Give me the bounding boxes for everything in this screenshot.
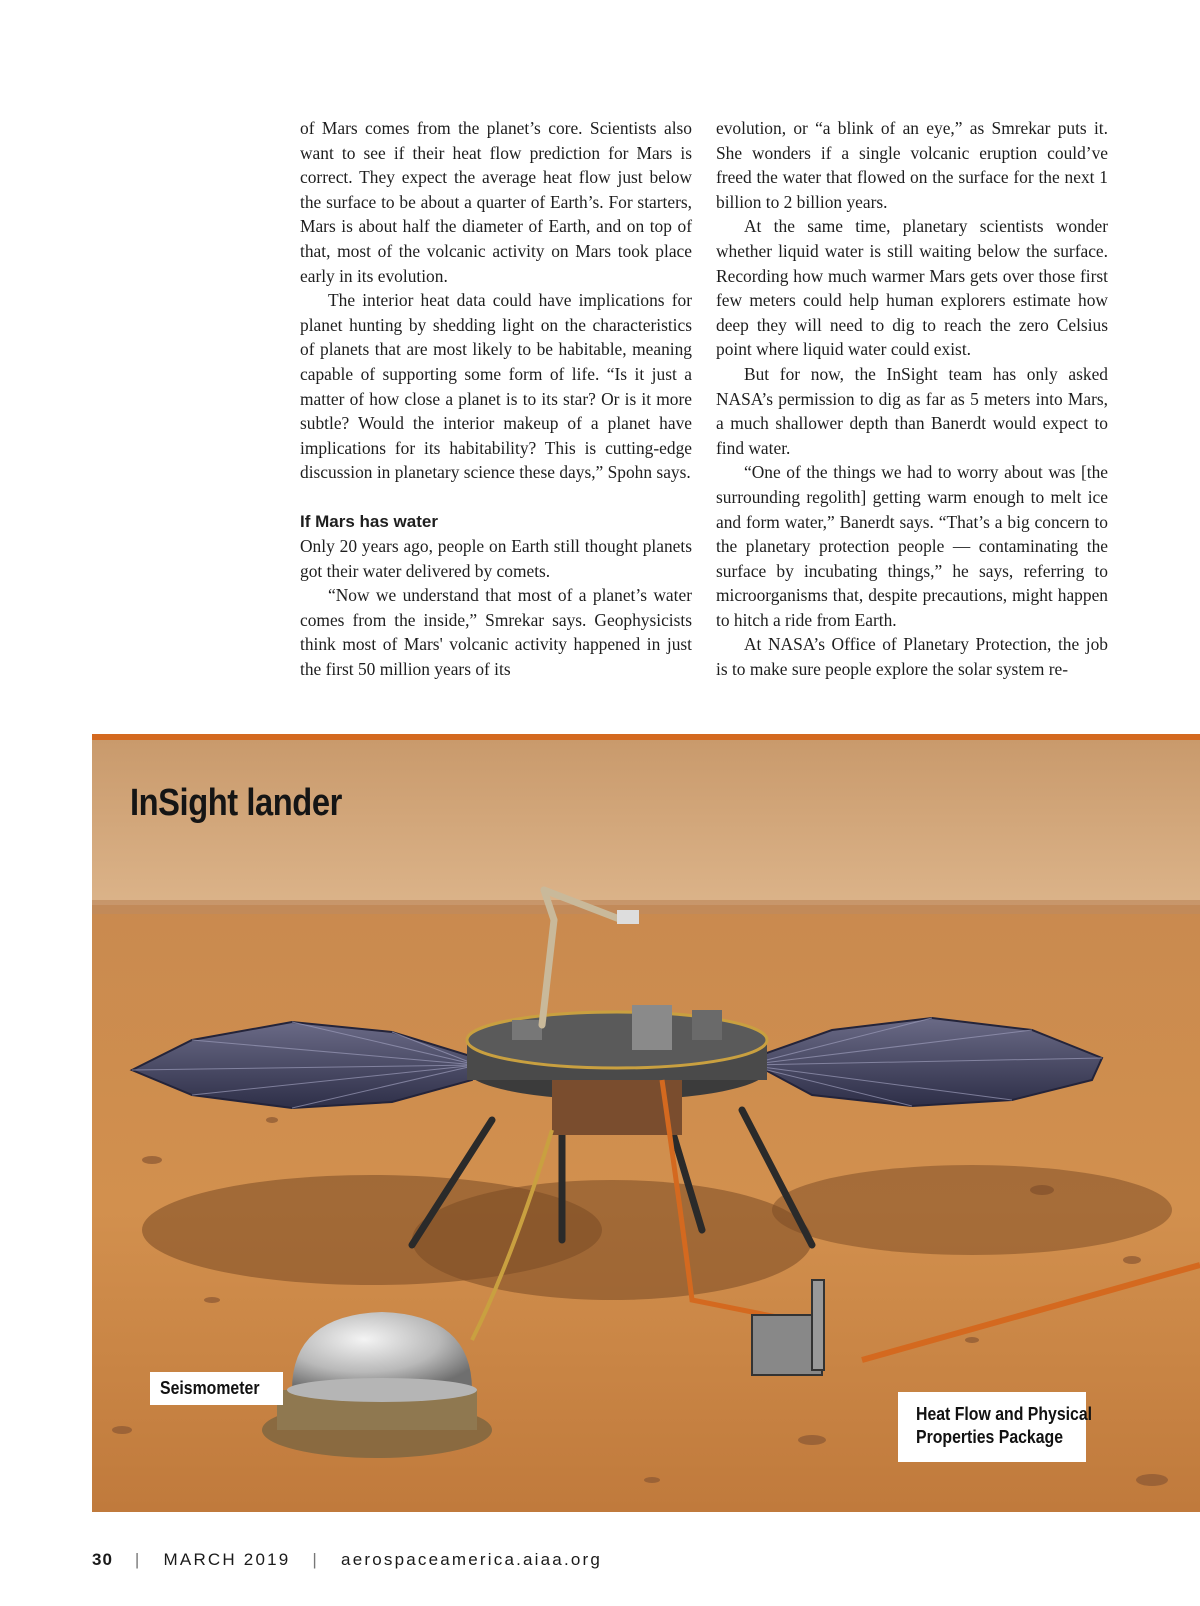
insight-lander-figure	[92, 734, 1200, 1518]
seismometer-label: Seismometer	[160, 1378, 260, 1398]
heat-flow-label-line2: Properties Package	[916, 1427, 1064, 1447]
paragraph: The interior heat data could have implications for planet hunting by shedding light on the characteristics of planets that are most likely to be habitable, meaning capable of supporting some form of life. “Is it just a matter of how close a planet is to its star? Or is it more subtle? Would the interior makeup of a planet have implications for its habitability? This is cutting-edge discussion in planetary science these days,” Spohn says.	[300, 290, 692, 483]
paragraph: Only 20 years ago, people on Earth still thought planets got their water delivered by comets.	[300, 536, 692, 581]
paragraph: evolution, or “a blink of an eye,” as Smrekar puts it. She wonders if a single volcanic eruption could’ve freed the water that flowed on the surface for the next 1 billion to 2 billion years.	[716, 118, 1108, 212]
section-heading: If Mars has water	[300, 511, 438, 531]
page-footer	[92, 1550, 602, 1570]
paragraph: “Now we understand that most of a planet’s water comes from the inside,” Smrekar says. Geophysicists think most of Mars' volcanic activity happened in just the first 50 million years of its	[300, 585, 692, 680]
article-left-column	[300, 116, 692, 682]
figure-title: InSight lander	[130, 782, 342, 824]
page-number: 30	[92, 1550, 113, 1569]
article-right-column	[716, 116, 1108, 682]
paragraph: of Mars comes from the planet’s core. Scientists also want to see if their heat flow prediction for Mars is correct. They expect the average heat flow just below the surface to be about a quarter of Earth’s. For starters, Mars is about half the diameter of Earth, and on top of that, most of the volcanic activity on Mars took place early in its evolution.	[300, 118, 692, 286]
paragraph: “One of the things we had to worry about was [the surrounding regolith] getting warm enough to melt ice and form water,” Banerdt says. “That’s a big concern to the planetary protection people — contaminating the surface by incubating things,” he says, referring to microorganisms that, despite precautions, might happen to hitch a ride from Earth.	[716, 462, 1108, 630]
site-url: aerospaceamerica.aiaa.org	[341, 1550, 603, 1569]
footer-separator: |	[312, 1550, 320, 1569]
paragraph: At the same time, planetary scientists wonder whether liquid water is still waiting below the surface. Recording how much warmer Mars gets over those first few meters could help human explorers estimate how deep they will need to dig to reach the zero Celsius point where liquid water could exist.	[716, 216, 1108, 360]
footer-separator: |	[134, 1550, 142, 1569]
paragraph: At NASA’s Office of Planetary Protection, the job is to make sure people explore the solar system re-	[716, 634, 1108, 680]
heat-flow-callout	[898, 1392, 1093, 1462]
issue-date: MARCH 2019	[163, 1550, 291, 1569]
paragraph: But for now, the InSight team has only asked NASA’s permission to dig as far as 5 meters into Mars, a much shallower depth than Banerdt would expect to find water.	[716, 363, 1108, 458]
heat-flow-label-line1: Heat Flow and Physical	[916, 1404, 1093, 1424]
seismometer-callout	[150, 1372, 283, 1405]
